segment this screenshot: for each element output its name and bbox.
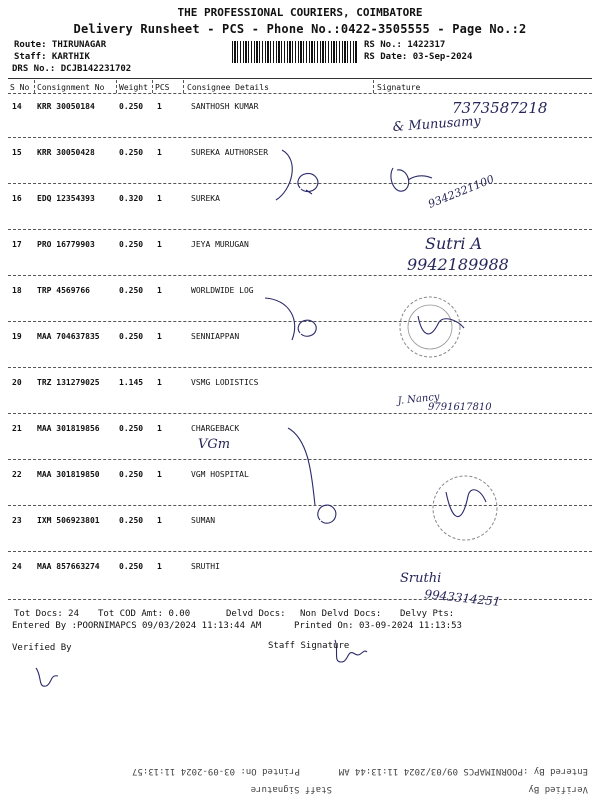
handwritten-phone: 9342321100 [426, 172, 497, 211]
row-weight: 0.250 [119, 470, 144, 479]
row-consignee: CHARGEBACK [191, 424, 240, 433]
handwritten-note: VGm [198, 437, 231, 452]
row-consignee: JEYA MURUGAN [191, 240, 249, 249]
delivery-points: Delvy Pts: [400, 609, 455, 619]
mirrored-footer [0, 760, 600, 800]
row-consignment: MAA 301819856 [37, 424, 100, 433]
row-consignee: SENNIAPPAN [191, 332, 240, 341]
row-sno: 17 [12, 240, 22, 249]
total-docs: Tot Docs: 24 [14, 609, 80, 619]
drs-number: DRS No.: DCJB142231702 [12, 64, 132, 74]
row-weight: 1.145 [119, 378, 144, 387]
company-title: THE PROFESSIONAL COURIERS, COIMBATORE [177, 6, 423, 19]
handwritten-phone: 9943314251 [423, 587, 502, 609]
row-pcs: 1 [157, 470, 162, 479]
col-signature: Signature [377, 83, 421, 92]
row-weight: 0.250 [119, 148, 144, 157]
signature-scribble [391, 168, 432, 191]
row-consignee: VGM HOSPITAL [191, 470, 249, 479]
signature-scribble [288, 428, 336, 523]
handwritten-name: Sutri A [425, 234, 483, 253]
handwritten-phone: 7373587218 [452, 99, 548, 117]
row-pcs: 1 [157, 240, 162, 249]
row-sno: 21 [12, 424, 22, 433]
row-sno: 20 [12, 378, 22, 387]
row-pcs: 1 [157, 286, 162, 295]
row-weight: 0.250 [119, 286, 144, 295]
row-pcs: 1 [157, 424, 162, 433]
mirror-printed-on: Printed On: 03-09-2024 11:13:57 [132, 766, 300, 776]
row-consignee: SUMAN [191, 516, 216, 525]
row-weight: 0.250 [119, 516, 144, 525]
row-consignee: WORLDWIDE LOG [191, 286, 254, 295]
row-consignment: KRR 30050184 [37, 102, 95, 111]
row-sno: 18 [12, 286, 22, 295]
row-consignment: MAA 301819850 [37, 470, 100, 479]
row-consignment: EDQ 12354393 [37, 194, 95, 203]
mirror-staff-signature: Staff Signature [250, 784, 332, 794]
row-pcs: 1 [157, 194, 162, 203]
signature-scribble [418, 316, 464, 334]
rs-date: RS Date: 03-Sep-2024 [364, 52, 473, 62]
row-pcs: 1 [157, 148, 162, 157]
row-sno: 15 [12, 148, 22, 157]
row-consignment: TRZ 131279025 [37, 378, 100, 387]
row-sno: 24 [12, 562, 22, 571]
col-sno: S No [10, 83, 30, 92]
handwritten-phone: 9791617810 [428, 402, 492, 413]
col-consignment: Consignment No [37, 83, 105, 92]
row-sno: 22 [12, 470, 22, 479]
row-pcs: 1 [157, 102, 162, 111]
row-weight: 0.250 [119, 562, 144, 571]
row-weight: 0.320 [119, 194, 144, 203]
non-delivered-docs: Non Delvd Docs: [300, 609, 382, 619]
verifier-signature-mark [36, 668, 58, 686]
row-sno: 23 [12, 516, 22, 525]
printed-on: Printed On: 03-09-2024 11:13:53 [294, 621, 462, 631]
rs-number: RS No.: 1422317 [364, 40, 446, 50]
row-pcs: 1 [157, 332, 162, 341]
delivered-docs: Delvd Docs: [226, 609, 286, 619]
signature-scribble [276, 150, 318, 200]
row-weight: 0.250 [119, 332, 144, 341]
row-consignee: VSMG LODISTICS [191, 378, 259, 387]
stamp-seal [400, 297, 460, 357]
total-cod-amount: Tot COD Amt: 0.00 [98, 609, 191, 619]
handwritten-name: & Munusamy [392, 113, 482, 135]
row-consignee: SUREKA [191, 194, 220, 203]
row-consignment: MAA 857663274 [37, 562, 100, 571]
row-consignment: KRR 30050428 [37, 148, 95, 157]
signature-scribble [446, 490, 486, 517]
row-consignee: SRUTHI [191, 562, 220, 571]
row-consignee: SUREKA AUTHORSER [191, 148, 269, 157]
row-sno: 14 [12, 102, 22, 111]
row-consignment: IXM 506923801 [37, 516, 100, 525]
row-weight: 0.250 [119, 102, 144, 111]
row-weight: 0.250 [119, 424, 144, 433]
row-consignment: MAA 704637835 [37, 332, 100, 341]
entered-by: Entered By :POORNIMAPCS 09/03/2024 11:13:44 AM [12, 621, 262, 631]
handwritten-phone: 9942189988 [407, 255, 509, 274]
row-weight: 0.250 [119, 240, 144, 249]
handwritten-name: Sruthi [400, 571, 442, 586]
row-consignee: SANTHOSH KUMAR [191, 102, 259, 111]
mirror-verified-by: Verified By [528, 784, 588, 794]
col-consignee: Consignee Details [187, 83, 269, 92]
row-pcs: 1 [157, 516, 162, 525]
row-pcs: 1 [157, 378, 162, 387]
col-pcs: PCS [155, 83, 170, 92]
runsheet-subtitle: Delivery Runsheet - PCS - Phone No.:0422-3505555 - Page No.:2 [73, 22, 527, 36]
mirror-entered-by: Entered By :POORNIMAPCS 09/03/2024 11:13:44 AM [338, 766, 588, 776]
staff-signature-label: Staff Signature [268, 641, 350, 651]
row-consignment: PRO 16779903 [37, 240, 95, 249]
route-label: Route: THIRUNAGAR [14, 40, 107, 50]
row-pcs: 1 [157, 562, 162, 571]
row-consignment: TRP 4569766 [37, 286, 90, 295]
stamp-seal [408, 305, 452, 349]
signature-scribble [265, 298, 316, 340]
staff-label: Staff: KARTHIK [14, 52, 90, 62]
handwritten-name: J. Nancy [397, 391, 441, 407]
verified-by-label: Verified By [12, 643, 72, 653]
col-weight: Weight [119, 83, 148, 92]
row-sno: 16 [12, 194, 22, 203]
row-sno: 19 [12, 332, 22, 341]
